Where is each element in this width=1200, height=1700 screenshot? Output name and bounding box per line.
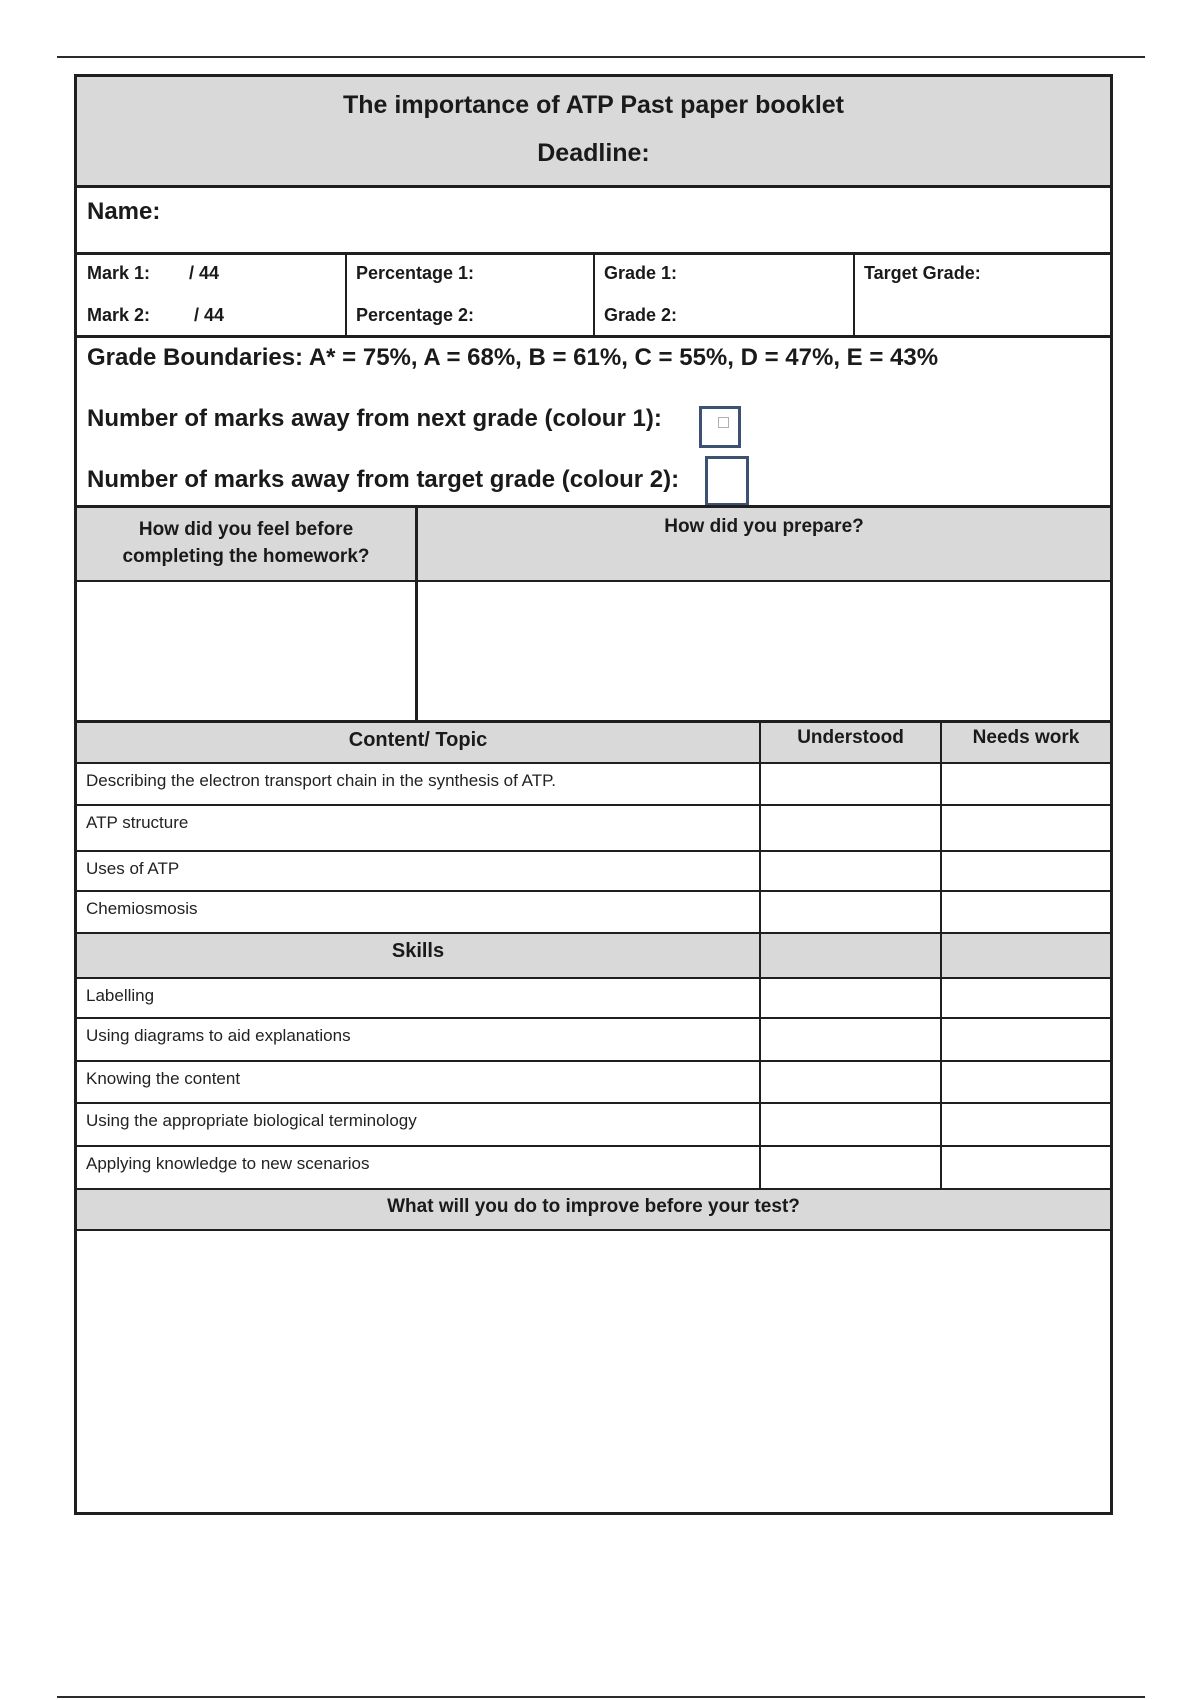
name-row[interactable]	[77, 185, 1110, 252]
understood-cell[interactable]	[759, 1062, 940, 1102]
understood-cell[interactable]	[759, 892, 940, 932]
mark2-total: / 44	[194, 305, 225, 325]
topic-text: Applying knowledge to new scenarios	[86, 1154, 370, 1173]
topic-cell	[77, 852, 759, 890]
needs-work-cell[interactable]	[940, 852, 1110, 890]
grade2-label: Grade 2:	[604, 305, 678, 325]
improve-answer-area[interactable]	[77, 1231, 1110, 1512]
target-grade-label: Target Grade:	[864, 263, 981, 283]
needs-work-cell[interactable]	[940, 1019, 1110, 1060]
needs-work-column-heading: Needs work	[940, 720, 1110, 765]
topic-text: Knowing the content	[86, 1069, 241, 1088]
feel-heading-line2: completing the homework?	[122, 546, 370, 567]
table-row	[77, 850, 1110, 890]
grade-boundaries-section	[77, 335, 1110, 505]
next-grade-checkbox[interactable]	[699, 406, 741, 448]
needs-work-cell	[940, 934, 1110, 977]
table-row	[77, 804, 1110, 850]
table-row	[77, 1145, 1110, 1188]
scores-row	[77, 252, 1110, 335]
needs-work-cell[interactable]	[940, 806, 1110, 850]
needs-work-cell[interactable]	[940, 892, 1110, 932]
topic-text: ATP structure	[86, 813, 189, 832]
understood-cell[interactable]	[759, 764, 940, 804]
understood-cell	[759, 934, 940, 977]
topic-cell	[77, 1062, 759, 1102]
needs-work-cell[interactable]	[940, 1147, 1110, 1188]
mark1-total: / 44	[189, 263, 220, 283]
table-row	[77, 1102, 1110, 1145]
target-grade-cell[interactable]	[853, 255, 1110, 335]
percentage2-label: Percentage 2:	[356, 305, 475, 325]
prepare-heading	[415, 508, 1110, 583]
understood-cell[interactable]	[759, 1019, 940, 1060]
needs-work-cell[interactable]	[940, 1104, 1110, 1145]
understood-cell[interactable]	[759, 1104, 940, 1145]
understood-cell[interactable]	[759, 852, 940, 890]
percentage1-label: Percentage 1:	[356, 263, 475, 283]
topic-cell	[77, 764, 759, 804]
skills-header-row	[77, 932, 1110, 977]
needs-work-cell[interactable]	[940, 764, 1110, 804]
worksheet	[74, 74, 1113, 1515]
understood-cell[interactable]	[759, 979, 940, 1017]
table-row	[77, 1060, 1110, 1102]
page-title: The importance of ATP Past paper booklet	[342, 91, 844, 119]
feel-heading	[77, 516, 415, 570]
topic-column-heading: Content/ Topic	[348, 729, 488, 751]
grade1-label: Grade 1:	[604, 263, 678, 283]
topic-cell	[77, 806, 759, 850]
prepare-answer-area[interactable]	[415, 582, 1110, 720]
name-label: Name:	[87, 198, 161, 225]
needs-work-cell[interactable]	[940, 1062, 1110, 1102]
understood-column-heading: Understood	[759, 720, 940, 765]
marks-cell[interactable]	[77, 255, 345, 335]
percentage-cell[interactable]	[345, 255, 593, 335]
table-row	[77, 890, 1110, 932]
header-band	[77, 77, 1110, 185]
reflection-header	[77, 505, 1110, 582]
mark1-label: Mark 1:	[87, 263, 151, 283]
target-grade-checkbox[interactable]	[705, 456, 749, 506]
topic-text: Chemiosmosis	[86, 899, 198, 918]
skills-heading-cell	[77, 934, 759, 977]
understood-cell[interactable]	[759, 1147, 940, 1188]
understood-cell[interactable]	[759, 806, 940, 850]
topic-text: Uses of ATP	[86, 859, 180, 878]
topic-cell	[77, 1019, 759, 1060]
table-row	[77, 1017, 1110, 1060]
topic-text: Using diagrams to aid explanations	[86, 1026, 351, 1045]
grade-cell[interactable]	[593, 255, 853, 335]
table-row	[77, 977, 1110, 1017]
reflection-body	[77, 582, 1110, 720]
feel-answer-area[interactable]	[77, 582, 415, 720]
checkbox-glyph-icon	[718, 417, 729, 428]
topic-text: Describing the electron transport chain in the synthesis of ATP.	[86, 771, 556, 790]
prepare-heading-text: How did you prepare?	[664, 516, 864, 537]
topic-cell	[77, 1147, 759, 1188]
target-grade-away-label: Number of marks away from target grade (colour 2):	[87, 466, 680, 493]
deadline-label: Deadline:	[537, 139, 650, 167]
grade-boundaries-text: Grade Boundaries: A* = 75%, A = 68%, B = 61%, C = 55%, D = 47%, E = 43%	[87, 344, 939, 371]
improve-header	[77, 1188, 1110, 1231]
topic-cell	[77, 892, 759, 932]
topic-text: Using the appropriate biological terminology	[86, 1111, 417, 1130]
improve-heading: What will you do to improve before your test?	[387, 1196, 800, 1217]
needs-work-cell[interactable]	[940, 979, 1110, 1017]
bottom-rule	[57, 1696, 1145, 1698]
next-grade-label: Number of marks away from next grade (colour 1):	[87, 405, 662, 432]
topic-cell	[77, 1104, 759, 1145]
feel-heading-line1: How did you feel before	[138, 519, 354, 540]
skills-heading: Skills	[391, 940, 445, 962]
mark2-label: Mark 2:	[87, 305, 151, 325]
topic-text: Labelling	[86, 986, 155, 1005]
content-table-header	[77, 720, 1110, 762]
table-row	[77, 762, 1110, 804]
topic-cell	[77, 979, 759, 1017]
top-rule	[57, 56, 1145, 58]
